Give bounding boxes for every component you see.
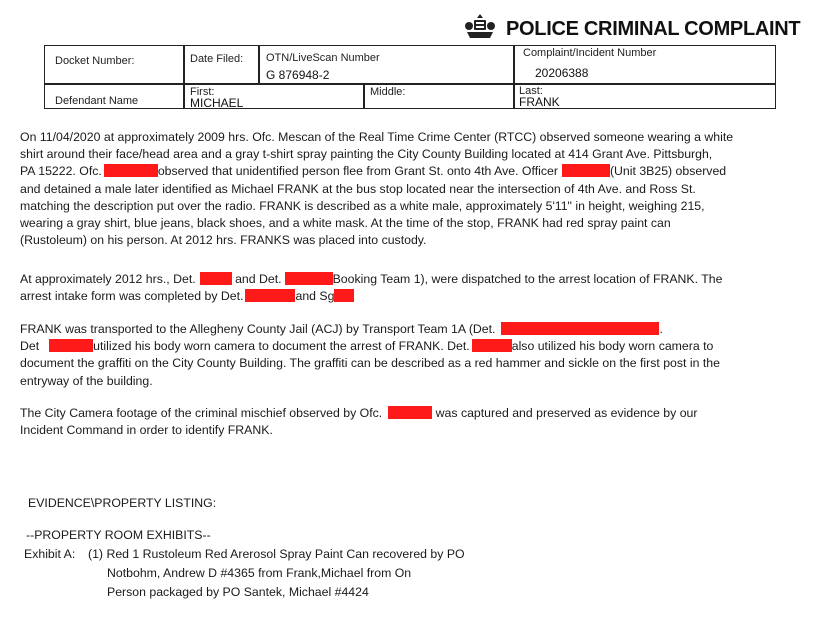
redaction-bar — [388, 406, 432, 419]
redaction-bar — [245, 289, 295, 302]
text-line: document the graffiti on the City County Building. The graffiti can be described as a red hammer and sickle on the first post in the — [20, 356, 720, 371]
complaint-number-label: Complaint/Incident Number — [523, 47, 657, 59]
text-segment: also utilized his body worn camera to — [511, 339, 714, 354]
narrative-paragraph-3 — [20, 321, 780, 390]
otn-value: G 876948-2 — [266, 68, 330, 82]
redaction-bar — [200, 272, 232, 285]
first-name-label: First: — [190, 86, 215, 98]
complaint-number-value: 20206388 — [535, 66, 589, 80]
middle-name-label: Middle: — [370, 86, 406, 98]
text-line — [20, 271, 780, 288]
otn-label: OTN/LiveScan Number — [266, 52, 380, 64]
text-segment: Det — [20, 339, 40, 354]
narrative-paragraph-1 — [20, 129, 780, 249]
text-line: wearing a gray shirt, blue jeans, black shoes, and a white mask. At the time of the stop, FRANK had red spray paint can — [20, 215, 671, 230]
last-name-label: Last: — [519, 85, 543, 97]
seal-icon — [463, 12, 497, 42]
narrative-paragraph-2 — [20, 271, 780, 305]
text-segment: At approximately 2012 hrs., Det. — [20, 272, 196, 286]
date-filed-label: Date Filed: — [190, 53, 244, 65]
docket-number-label: Docket Number: — [55, 55, 135, 67]
exhibit-label: Exhibit A: — [24, 547, 76, 561]
header-col-divider — [363, 83, 365, 109]
defendant-name-label: Defendant Name — [55, 95, 139, 107]
text-line — [20, 288, 780, 305]
text-line — [20, 163, 780, 180]
redaction-bar — [562, 164, 610, 177]
evidence-heading: EVIDENCE\PROPERTY LISTING: — [28, 496, 217, 510]
header-col-divider — [513, 45, 515, 109]
header-table — [44, 45, 776, 109]
exhibits-subheading: --PROPERTY ROOM EXHIBITS-- — [26, 528, 211, 542]
last-name-value: FRANK — [519, 95, 560, 109]
text-line — [20, 321, 780, 338]
redaction-bar — [49, 339, 93, 352]
text-segment: The City Camera footage of the criminal mischief observed by Ofc. — [20, 406, 383, 420]
text-line: entryway of the building. — [20, 373, 153, 388]
redaction-bar — [285, 272, 333, 285]
text-line — [20, 338, 780, 355]
exhibit-line: Person packaged by PO Santek, Michael #4424 — [107, 585, 369, 599]
text-segment: Booking Team 1), were dispatched to the arrest location of FRANK. The — [332, 272, 723, 286]
text-segment: observed that unidentified person flee from Grant St. onto 4th Ave. Officer — [157, 164, 558, 179]
text-line — [20, 405, 780, 422]
text-segment: PA 15222. Ofc. — [20, 164, 102, 179]
text-segment: FRANK was transported to the Allegheny County Jail (ACJ) by Transport Team 1A (Det. — [20, 322, 496, 336]
text-line: shirt around their face/head area and a gray t-shirt spray painting the City County Building located at 414 Grant Ave. Pittsburgh, — [20, 147, 713, 162]
exhibit-line: (1) Red 1 Rustoleum Red Arerosol Spray Paint Can recovered by PO — [88, 547, 465, 561]
redaction-bar — [104, 164, 158, 177]
redaction-bar — [501, 322, 659, 335]
text-segment: utilized his body worn camera to document the arrest of FRANK. Det. — [93, 339, 470, 354]
text-line: Incident Command in order to identify FRANK. — [20, 423, 273, 438]
text-segment: was captured and preserved as evidence by our — [435, 406, 698, 420]
text-line: (Rustoleum) on his person. At 2012 hrs. FRANKS was placed into custody. — [20, 233, 427, 248]
header-col-divider — [258, 45, 260, 83]
narrative-paragraph-4 — [20, 405, 780, 439]
document-title: POLICE CRIMINAL COMPLAINT — [506, 18, 801, 40]
text-segment: and Sg — [295, 289, 335, 304]
header-col-divider — [183, 45, 185, 109]
exhibit-line: Notbohm, Andrew D #4365 from Frank,Michael from On — [107, 566, 412, 580]
text-segment: arrest intake form was completed by Det. — [20, 289, 244, 304]
header-row-divider — [44, 83, 776, 85]
first-name-value: MICHAEL — [190, 96, 244, 110]
redaction-bar — [472, 339, 512, 352]
redaction-bar — [334, 289, 354, 302]
text-segment: . — [659, 322, 663, 336]
text-segment: (Unit 3B25) observed — [609, 164, 727, 179]
text-segment: and Det. — [235, 272, 282, 286]
text-line: and detained a male later identified as Michael FRANK at the bus stop located near the intersection of 4th Ave. and Ross St. — [20, 181, 696, 196]
text-line: On 11/04/2020 at approximately 2009 hrs. Ofc. Mescan of the Real Time Crime Center (RTCC) observed someone wearing a white — [20, 130, 734, 144]
text-line: matching the description put over the radio. FRANK is described as a white male, approximately 5'11" in height, weighing 215, — [20, 198, 705, 213]
